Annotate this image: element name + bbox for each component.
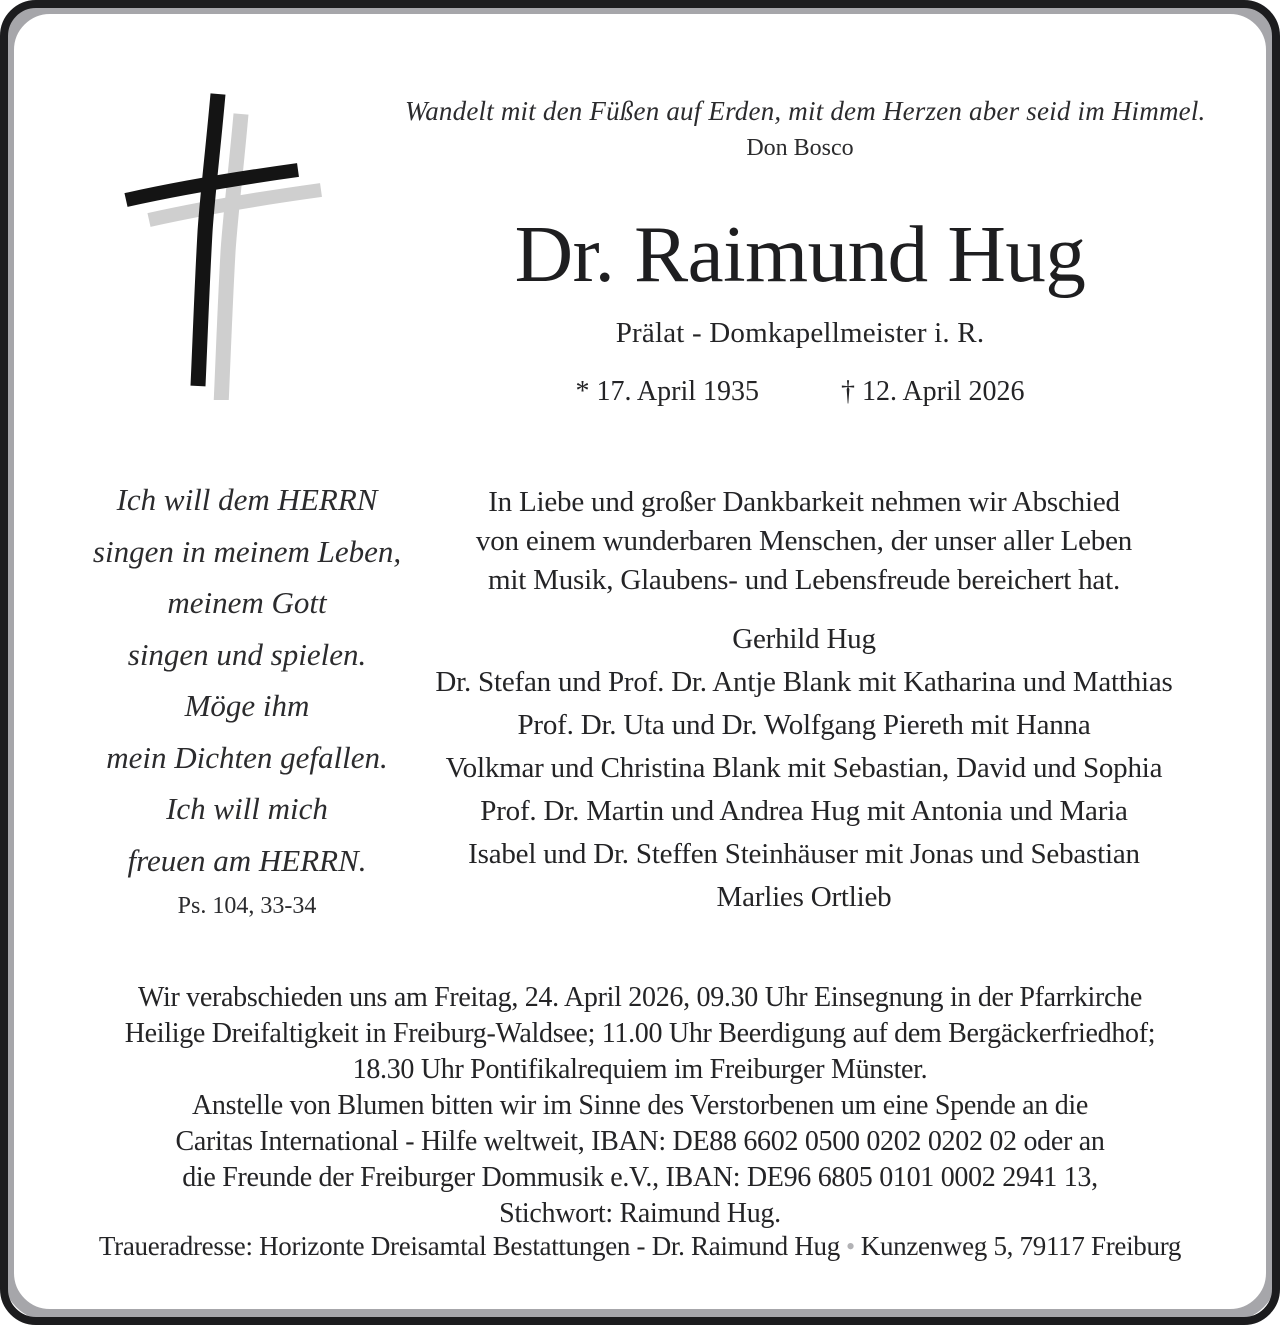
tribute-line: mit Musik, Glaubens- und Lebensfreude bereichert hat.: [487, 564, 1121, 596]
verse-line: singen in meinem Leben,: [92, 533, 402, 569]
deceased-name: Dr. Raimund Hug: [514, 209, 1086, 299]
service-information: [48, 980, 1232, 1232]
opening-quote: Wandelt mit den Füßen auf Erden, mit dem Herzen aber seid im Himmel.: [405, 96, 1206, 126]
service-line: 18.30 Uhr Pontifikalrequiem im Freiburger Münster.: [352, 1054, 928, 1085]
tribute-line: von einem wunderbaren Menschen, der unser aller Leben: [475, 525, 1133, 557]
psalm-reference: Ps. 104, 33-34: [177, 893, 317, 919]
service-line: Anstelle von Blumen bitten wir im Sinne des Verstorbenen um eine Spende an die: [191, 1090, 1089, 1121]
mourner-line: Prof. Dr. Uta und Dr. Wolfgang Piereth mit Hanna: [517, 709, 1091, 741]
mourner-line: Gerhild Hug: [732, 623, 876, 655]
birth-date: * 17. April 1935: [575, 376, 759, 407]
mourner-line: Dr. Stefan und Prof. Dr. Antje Blank mit Katharina und Matthias: [435, 666, 1173, 698]
mourner-line: Isabel und Dr. Steffen Steinhäuser mit Jonas und Sebastian: [468, 838, 1140, 870]
service-line: Heilige Dreifaltigkeit in Freiburg-Waldsee; 11.00 Uhr Beerdigung auf dem Bergäckerfriedhof;: [124, 1018, 1156, 1049]
main-column: [408, 483, 1200, 919]
service-line: die Freunde der Freiburger Dommusik e.V., IBAN: DE96 6805 0101 0002 2941 13,: [182, 1162, 1098, 1193]
mourners-list: [408, 618, 1200, 919]
tribute-line: In Liebe und großer Dankbarkeit nehmen wir Abschied: [488, 486, 1120, 518]
service-line: Wir verabschieden uns am Freitag, 24. April 2026, 09.30 Uhr Einsegnung in der Pfarrkirche: [137, 982, 1143, 1013]
memorial-cross-icon: [100, 80, 350, 400]
death-date: † 12. April 2026: [841, 376, 1025, 407]
mourning-address-label: Traueradresse: Horizonte Dreisamtal Bestattungen - Dr. Raimund Hug: [98, 1231, 840, 1261]
verse-line: Ich will mich: [166, 791, 328, 826]
header-column: [405, 96, 1206, 408]
quote-attribution: Don Bosco: [746, 135, 854, 161]
tribute-paragraph: [408, 483, 1200, 600]
mourner-line: Prof. Dr. Martin und Andrea Hug mit Antonia und Maria: [480, 795, 1128, 827]
verse-line: meinem Gott: [167, 585, 327, 620]
mourning-address-street: Kunzenweg 5, 79117 Freiburg: [860, 1231, 1182, 1261]
life-dates: [575, 376, 1024, 408]
mourner-line: Marlies Ortlieb: [716, 881, 892, 913]
verse-line: Möge ihm: [184, 688, 310, 723]
mourner-line: Volkmar und Christina Blank mit Sebastian, David und Sophia: [445, 752, 1163, 784]
deceased-title: Prälat - Domkapellmeister i. R.: [615, 317, 985, 349]
service-line: Stichwort: Raimund Hug.: [499, 1198, 781, 1229]
bullet-separator-icon: •: [845, 1232, 855, 1261]
service-line: Caritas International - Hilfe weltweit, IBAN: DE88 6602 0500 0202 0202 02 oder an: [175, 1126, 1105, 1157]
verse-line: Ich will dem HERRN: [116, 482, 378, 517]
verse-line: freuen am HERRN.: [127, 842, 367, 878]
verse-line: mein Dichten gefallen.: [106, 739, 388, 775]
verse-line: singen und spielen.: [127, 636, 367, 672]
psalm-verse: [58, 474, 436, 920]
mourning-address: [40, 1231, 1240, 1262]
